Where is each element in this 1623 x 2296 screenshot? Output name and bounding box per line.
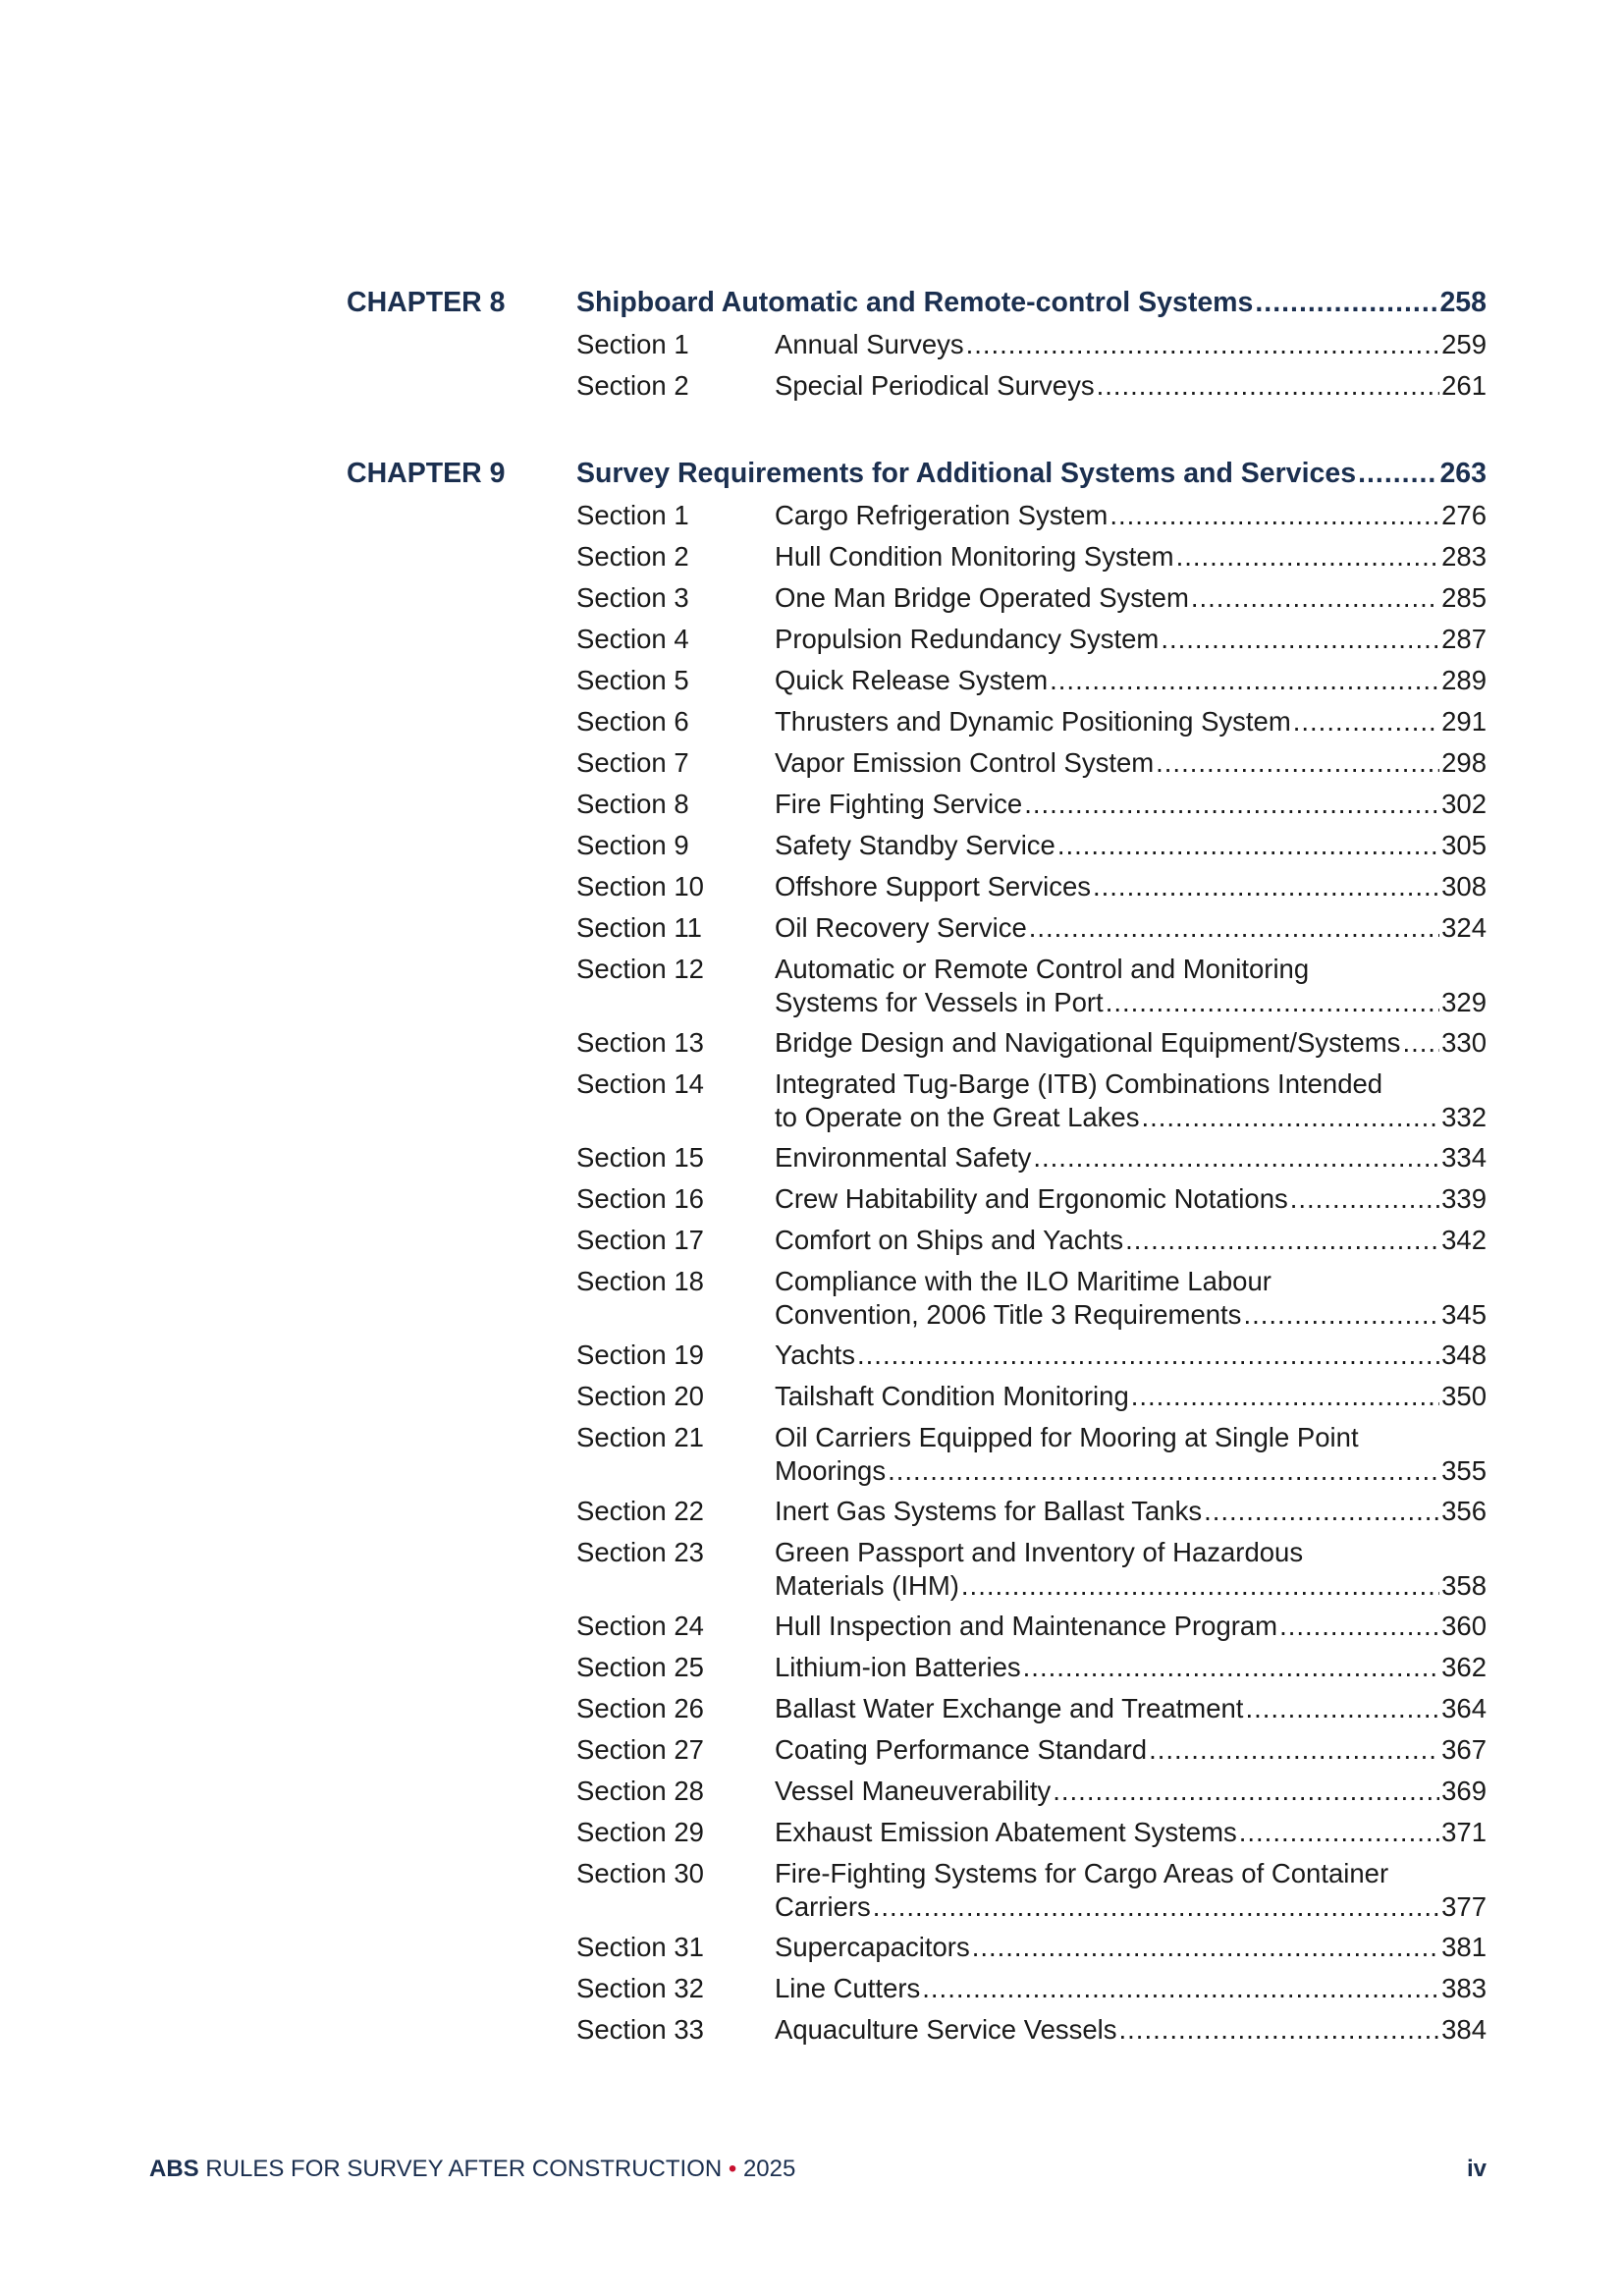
section-number: Section 4 [576, 624, 689, 654]
section-title: Quick Release System [775, 665, 1049, 695]
section-number: Section 18 [576, 1266, 704, 1296]
section-number: Section 15 [576, 1142, 704, 1173]
dot-leader [1204, 1495, 1439, 1528]
section-page-number: 362 [1441, 1652, 1487, 1682]
dot-leader [1191, 581, 1439, 615]
section-title-line: Oil Carriers Equipped for Mooring at Single Point [775, 1422, 1359, 1452]
dot-leader [1141, 1101, 1439, 1134]
section-title: One Man Bridge Operated System [775, 582, 1189, 613]
dot-leader [1239, 1816, 1439, 1849]
section-title: Aquaculture Service Vessels [775, 2014, 1117, 2045]
section-number: Section 12 [576, 954, 704, 984]
dot-leader [1131, 1380, 1439, 1413]
section-number: Section 20 [576, 1381, 704, 1411]
section-page-number: 285 [1441, 582, 1487, 613]
chapter-label: CHAPTER 9 [347, 458, 506, 489]
section-page-number: 381 [1441, 1932, 1487, 1962]
chapter-page-number: 258 [1439, 287, 1487, 318]
dot-leader [1050, 664, 1439, 697]
section-page-number: 377 [1441, 1891, 1487, 1922]
dot-leader [1109, 499, 1439, 532]
section-title-line: Integrated Tug-Barge (ITB) Combinations Intended [775, 1068, 1383, 1099]
dot-leader [1161, 623, 1439, 656]
section-number: Section 17 [576, 1225, 704, 1255]
section-number: Section 16 [576, 1183, 704, 1214]
section-page-number: 360 [1441, 1611, 1487, 1641]
dot-leader [1053, 1775, 1439, 1808]
section-number: Section 9 [576, 830, 689, 860]
section-page-number: 332 [1441, 1102, 1487, 1132]
page-footer [149, 2153, 1487, 2186]
section-page-number: 261 [1441, 370, 1487, 401]
section-title: Convention, 2006 Title 3 Requirements [775, 1299, 1242, 1330]
section-number: Section 14 [576, 1068, 704, 1099]
chapter-title: Shipboard Automatic and Remote-control Systems [576, 287, 1254, 318]
dot-leader [1245, 1692, 1439, 1725]
dot-leader [1255, 287, 1437, 319]
dot-leader [1290, 1182, 1439, 1216]
section-number: Section 19 [576, 1339, 704, 1370]
chapter-label: CHAPTER 8 [347, 287, 506, 318]
dot-leader [1293, 705, 1439, 738]
section-number: Section 3 [576, 582, 689, 613]
section-page-number: 371 [1441, 1817, 1487, 1847]
section-title: Inert Gas Systems for Ballast Tanks [775, 1496, 1203, 1526]
section-page-number: 369 [1441, 1776, 1487, 1806]
section-number: Section 13 [576, 1027, 704, 1058]
dot-leader [966, 328, 1440, 361]
dot-leader [873, 1890, 1439, 1924]
section-page-number: 308 [1441, 871, 1487, 902]
section-page-number: 384 [1441, 2014, 1487, 2045]
footer-title: RULES FOR SURVEY AFTER CONSTRUCTION [205, 2156, 723, 2182]
section-page-number: 324 [1441, 912, 1487, 943]
section-title: Oil Recovery Service [775, 912, 1027, 943]
section-title: Thrusters and Dynamic Positioning System [775, 706, 1291, 737]
section-number: Section 2 [576, 370, 689, 401]
dot-leader [1156, 746, 1439, 780]
section-title: Bridge Design and Navigational Equipment/Systems [775, 1027, 1401, 1058]
section-number: Section 22 [576, 1496, 704, 1526]
chapter-title-link[interactable] [576, 287, 1487, 319]
dot-leader [922, 1972, 1439, 2005]
dot-leader [1033, 1141, 1439, 1175]
section-page-number: 348 [1441, 1339, 1487, 1370]
section-number: Section 30 [576, 1858, 704, 1888]
dot-leader [857, 1339, 1439, 1372]
section-title: Fire Fighting Service [775, 789, 1023, 819]
section-page-number: 342 [1441, 1225, 1487, 1255]
section-title: Propulsion Redundancy System [775, 624, 1160, 654]
section-page-number: 287 [1441, 624, 1487, 654]
section-page-number: 302 [1441, 789, 1487, 819]
section-page-number: 276 [1441, 500, 1487, 530]
section-page-number: 367 [1441, 1734, 1487, 1765]
section-title: Vapor Emission Control System [775, 747, 1155, 778]
section-page-number: 383 [1441, 1973, 1487, 2003]
section-number: Section 1 [576, 500, 689, 530]
section-page-number: 345 [1441, 1299, 1487, 1330]
dot-leader [1057, 829, 1439, 862]
section-title: Vessel Maneuverability [775, 1776, 1052, 1806]
section-title: Coating Performance Standard [775, 1734, 1148, 1765]
section-number: Section 29 [576, 1817, 704, 1847]
section-page-number: 358 [1441, 1570, 1487, 1601]
section-number: Section 25 [576, 1652, 704, 1682]
section-title: Tailshaft Condition Monitoring [775, 1381, 1129, 1411]
section-number: Section 32 [576, 1973, 704, 2003]
dot-leader [1093, 870, 1439, 903]
section-number: Section 31 [576, 1932, 704, 1962]
dot-leader [1358, 458, 1437, 490]
dot-leader [1402, 1026, 1439, 1060]
section-page-number: 283 [1441, 541, 1487, 572]
section-page-number: 330 [1441, 1027, 1487, 1058]
dot-leader [1176, 540, 1440, 574]
section-title: Ballast Water Exchange and Treatment [775, 1693, 1244, 1723]
dot-leader [1119, 2013, 1440, 2047]
section-page-number: 329 [1441, 987, 1487, 1017]
section-title: Line Cutters [775, 1973, 921, 2003]
section-number: Section 24 [576, 1611, 704, 1641]
section-number: Section 27 [576, 1734, 704, 1765]
section-title: Offshore Support Services [775, 871, 1092, 902]
dot-leader [1029, 911, 1439, 945]
section-number: Section 10 [576, 871, 704, 902]
section-page-number: 334 [1441, 1142, 1487, 1173]
section-title: Annual Surveys [775, 329, 964, 359]
section-title: Comfort on Ships and Yachts [775, 1225, 1124, 1255]
dot-leader [1097, 369, 1440, 403]
section-page-number: 364 [1441, 1693, 1487, 1723]
section-title: Safety Standby Service [775, 830, 1055, 860]
section-number: Section 28 [576, 1776, 704, 1806]
section-page-number: 289 [1441, 665, 1487, 695]
section-title: Environmental Safety [775, 1142, 1032, 1173]
section-title: to Operate on the Great Lakes [775, 1102, 1140, 1132]
section-number: Section 33 [576, 2014, 704, 2045]
section-title: Supercapacitors [775, 1932, 970, 1962]
section-title: Materials (IHM) [775, 1570, 959, 1601]
section-title: Cargo Refrigeration System [775, 500, 1109, 530]
dot-leader [888, 1454, 1439, 1488]
section-number: Section 8 [576, 789, 689, 819]
dot-leader [1125, 1224, 1439, 1257]
footer-bullet: • [728, 2156, 737, 2182]
section-title: Systems for Vessels in Port [775, 987, 1104, 1017]
section-number: Section 6 [576, 706, 689, 737]
dot-leader [1279, 1610, 1439, 1643]
section-number: Section 1 [576, 329, 689, 359]
dot-leader [1024, 788, 1439, 821]
dot-leader [972, 1931, 1439, 1964]
section-title: Moorings [775, 1455, 887, 1486]
section-title: Carriers [775, 1891, 871, 1922]
section-page-number: 305 [1441, 830, 1487, 860]
chapter-page-number: 263 [1439, 458, 1487, 489]
section-number: Section 5 [576, 665, 689, 695]
section-number: Section 7 [576, 747, 689, 778]
dot-leader [1023, 1651, 1439, 1684]
footer-brand: ABS [149, 2156, 199, 2182]
dot-leader [1149, 1733, 1439, 1767]
section-page-number: 350 [1441, 1381, 1487, 1411]
section-title-line: Green Passport and Inventory of Hazardous [775, 1537, 1304, 1567]
section-number: Section 26 [576, 1693, 704, 1723]
section-page-number: 339 [1441, 1183, 1487, 1214]
section-title: Exhaust Emission Abatement Systems [775, 1817, 1237, 1847]
section-title: Yachts [775, 1339, 856, 1370]
section-title: Special Periodical Surveys [775, 370, 1095, 401]
section-number: Section 21 [576, 1422, 704, 1452]
section-title-line: Fire-Fighting Systems for Cargo Areas of Container [775, 1858, 1389, 1888]
section-page-number: 291 [1441, 706, 1487, 737]
dot-leader [1243, 1298, 1439, 1332]
section-number: Section 2 [576, 541, 689, 572]
section-page-number: 259 [1441, 329, 1487, 359]
section-page-number: 355 [1441, 1455, 1487, 1486]
dot-leader [1106, 986, 1439, 1019]
footer-year: 2025 [742, 2156, 796, 2182]
dot-leader [961, 1569, 1439, 1603]
section-title: Hull Condition Monitoring System [775, 541, 1174, 572]
section-title: Crew Habitability and Ergonomic Notations [775, 1183, 1288, 1214]
section-number: Section 23 [576, 1537, 704, 1567]
section-title-line: Compliance with the ILO Maritime Labour [775, 1266, 1271, 1296]
chapter-title-link[interactable] [576, 458, 1487, 490]
section-page-number: 298 [1441, 747, 1487, 778]
section-page-number: 356 [1441, 1496, 1487, 1526]
footer-page-number: iv [1466, 2156, 1487, 2182]
section-title-line: Automatic or Remote Control and Monitoring [775, 954, 1310, 984]
section-number: Section 11 [576, 912, 702, 943]
section-title: Hull Inspection and Maintenance Program [775, 1611, 1278, 1641]
chapter-title: Survey Requirements for Additional Systems and Services [576, 458, 1357, 489]
section-title: Lithium-ion Batteries [775, 1652, 1021, 1682]
